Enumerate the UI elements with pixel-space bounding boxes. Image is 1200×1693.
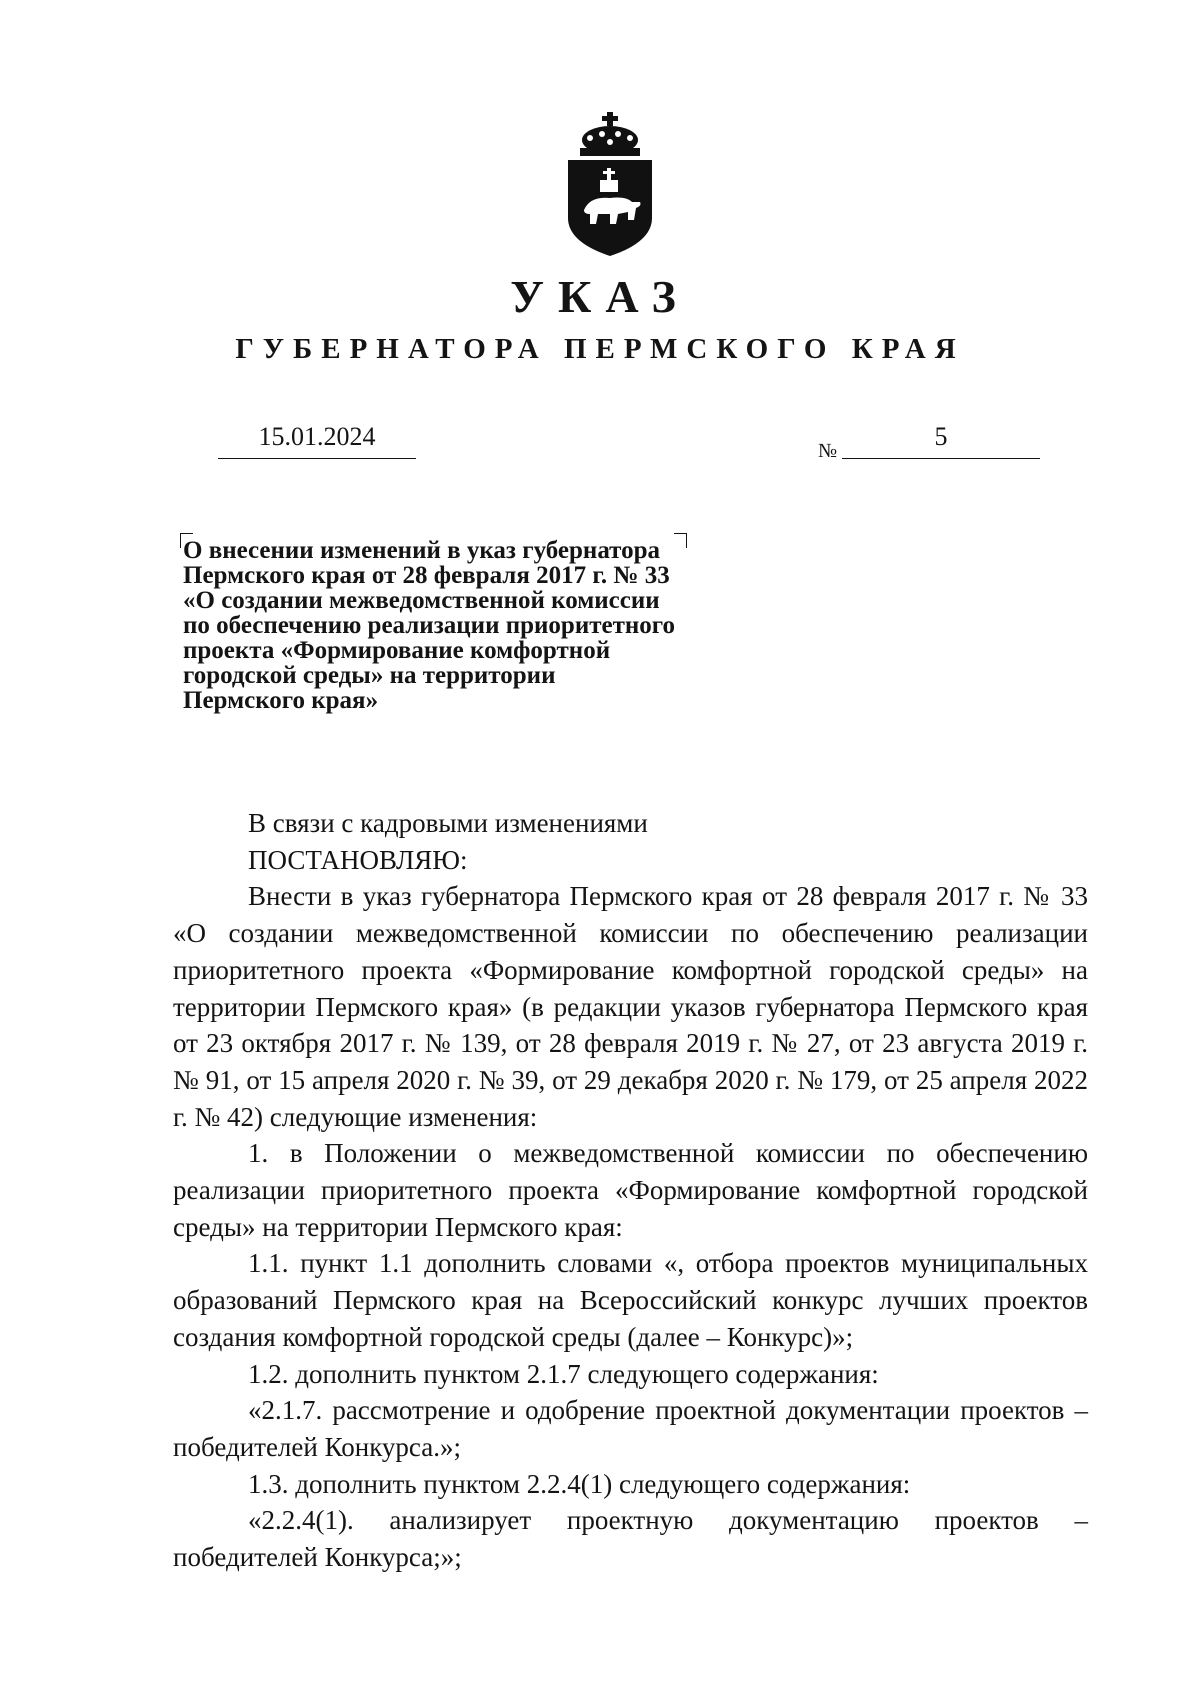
body-item-1-2: 1.2. дополнить пунктом 2.1.7 следующего содержания: <box>248 1358 879 1389</box>
body-paragraph: Внести в указ губернатора Пермского края от 28 февраля 2017 г. № 33 «О создании межведомственной комиссии по обеспечению реализации приоритетного проекта «Формирование комфортной городской среды» на территории Пермского края» (в редакции указов губернатора Пермского края от 23 октября 2017 г. № 139, от 28 февраля 2019 г. № 27, от 23 августа 2019 г. № 91, от 15 апреля 2020 г. № 39, от 29 декабря 2020 г. № 179, от 25 апреля 2022 г. № 42) следующие изменения: <box>173 881 1088 1132</box>
body-item-1: 1. в Положении о межведомственной комиссии по обеспечению реализации приоритетного проекта «Формирование комфортной городской среды» на территории Пермского края: <box>173 1138 1088 1242</box>
document-subtitle: ГУБЕРНАТОРА ПЕРМСКОГО КРАЯ <box>235 333 965 365</box>
body-item-2-1-7: «2.1.7. рассмотрение и одобрение проектной документации проектов – победителей Конкурса.»; <box>173 1395 1088 1462</box>
subject-line: Пермского края от 28 февраля 2017 г. № 33 <box>183 562 670 589</box>
body-preamble: В связи с кадровыми изменениями <box>248 808 648 838</box>
body-resolve-word: ПОСТАНОВЛЯЮ: <box>248 844 468 875</box>
number-sign: № <box>818 440 838 462</box>
subject-line: по обеспечению реализации приоритетного <box>183 612 676 639</box>
subject-line: «О создании межведомственной комиссии <box>183 587 660 614</box>
document-date: 15.01.2024 <box>218 422 416 459</box>
subject-line: проекта «Формирование комфортной <box>183 637 611 664</box>
body-item-1-1: 1.1. пункт 1.1 дополнить словами «, отбора проектов муниципальных образований Пермского края на Всероссийский конкурс лучших проектов создания комфортной городской среды (далее – Конкурс)»; <box>173 1248 1088 1352</box>
body-item-2-2-4-1: «2.2.4(1). анализирует проектную документацию проектов – победителей Конкурса;»; <box>173 1505 1088 1573</box>
subject-line: О внесении изменений в указ губернатора <box>183 537 661 564</box>
document-subject <box>183 538 763 713</box>
body-item-1-3: 1.3. дополнить пунктом 2.2.4(1) следующего содержания: <box>248 1468 911 1499</box>
coat-of-arms-icon <box>560 110 660 260</box>
subject-line: городской среды» на территории <box>183 662 556 689</box>
document-body <box>173 805 1088 1576</box>
document-number: 5 <box>842 422 1040 459</box>
document-title: УКАЗ <box>510 271 690 322</box>
subject-line: Пермского края» <box>183 687 379 714</box>
coat-of-arms <box>560 110 660 260</box>
